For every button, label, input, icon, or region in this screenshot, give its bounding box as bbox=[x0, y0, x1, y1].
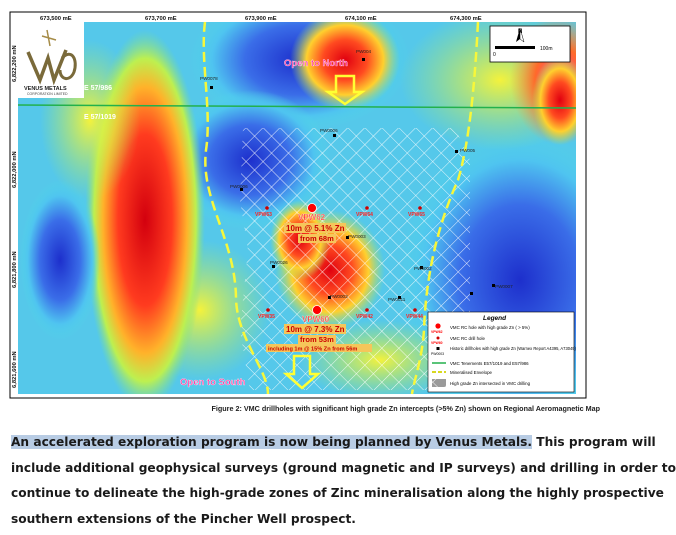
paragraph-line-1: This program will bbox=[532, 435, 656, 449]
legend-title: Legend bbox=[483, 315, 507, 322]
historic-hole-label: PW0006 bbox=[230, 184, 248, 189]
tenement-label-1: E 57/986 bbox=[84, 85, 113, 92]
northing-label: 6,822,000 mN bbox=[12, 151, 18, 188]
historic-hole-label: PW0006 bbox=[320, 128, 338, 133]
intercept-grade: 10m @ 7.3% Zn bbox=[286, 325, 345, 334]
historic-hole-label: PW0078 bbox=[200, 76, 218, 81]
north-arrow-panel bbox=[490, 26, 570, 62]
intercept-label: VPW60 bbox=[302, 315, 330, 324]
easting-label: 673,900 mE bbox=[245, 16, 277, 22]
historic-hole-label: PW0003 bbox=[348, 234, 366, 239]
historic-hole-label: PW0011 bbox=[388, 297, 406, 302]
northing-label: 6,821,800 mN bbox=[12, 251, 18, 288]
scale-start: 0 bbox=[493, 52, 496, 58]
logo-subtext: CORPORATION LIMITED bbox=[27, 92, 68, 96]
easting-label: 674,300 mE bbox=[450, 16, 482, 22]
easting-label: 673,500 mE bbox=[40, 16, 72, 22]
intercept-including: including 1m @ 15% Zn from 56m bbox=[268, 346, 358, 353]
open-to-south-label: Open to South bbox=[180, 377, 246, 388]
legend-item: Historic drillholes with high grade Zn (Warnex Report A4395, A73049) bbox=[450, 346, 576, 351]
vmc-hole-label: VPW35 bbox=[258, 314, 275, 320]
historic-hole-label: PW0007 bbox=[495, 284, 513, 289]
north-label: N bbox=[518, 29, 523, 35]
legend-item: VMC RC drill hole bbox=[450, 336, 485, 341]
intercept-label: VPW62 bbox=[298, 213, 326, 222]
intercept-depth: from 53m bbox=[300, 335, 334, 344]
easting-label: 674,100 mE bbox=[345, 16, 377, 22]
legend-item: High grade Zn intersected in VMC drilling bbox=[450, 381, 531, 386]
legend-sample-historic: PW0003 bbox=[431, 352, 445, 356]
northing-label: 6,822,200 mN bbox=[12, 45, 18, 82]
vmc-hole-label: VPW63 bbox=[255, 212, 272, 218]
vmc-hole-label: VPW65 bbox=[408, 212, 425, 218]
historic-hole-label: PW0002 bbox=[414, 266, 432, 271]
easting-label: 673,700 mE bbox=[145, 16, 177, 22]
paragraph-line-2: include additional geophysical surveys (ground magnetic and IP surveys) and drilling in order to bbox=[11, 460, 676, 475]
intercept-grade: 10m @ 5.1% Zn bbox=[286, 224, 345, 233]
scale-bar bbox=[495, 46, 535, 49]
legend-item: Mineralised Envelope bbox=[450, 370, 492, 375]
company-logo bbox=[18, 22, 84, 98]
tenement-label-2: E 57/1019 bbox=[84, 114, 116, 121]
vmc-hole-label: VPW64 bbox=[356, 212, 373, 218]
paragraph-line-4: southern extensions of the Pincher Well prospect. bbox=[11, 511, 356, 526]
historic-hole-label: PW005 bbox=[460, 148, 476, 153]
legend-item: VMC Tenements E57/1019 and E57/986 bbox=[450, 361, 529, 366]
vmc-hole-label: VPW42 bbox=[356, 314, 373, 320]
legend-sample-hole: VPW60 bbox=[431, 341, 443, 345]
legend-item: VMC RC hole with high grade Zn ( > 5%) bbox=[450, 325, 530, 330]
vmc-hole-label: VPW44 bbox=[406, 314, 423, 320]
open-to-north-label: Open to North bbox=[284, 58, 348, 69]
legend-sample-hole: VPW62 bbox=[431, 330, 443, 334]
body-paragraph bbox=[11, 430, 676, 532]
historic-hole-label: PW004 bbox=[356, 49, 372, 54]
historic-hole-label: PW0003 bbox=[330, 294, 348, 299]
intercept-depth: from 68m bbox=[300, 234, 334, 243]
figure-caption: Figure 2: VMC drillholes with significant high grade Zn intercepts (>5% Zn) shown on Regional Aeromagnetic Map bbox=[211, 404, 600, 413]
legend bbox=[428, 312, 577, 392]
scale-end: 100m bbox=[540, 46, 553, 52]
highlighted-sentence: An accelerated exploration program is now being planned by Venus Metals. bbox=[11, 435, 533, 449]
logo-text: VENUS METALS bbox=[24, 86, 67, 92]
historic-hole-label: PW0026 bbox=[270, 260, 288, 265]
paragraph-line-3: continue to delineate the high-grade zones of Zinc mineralisation along the highly prospective bbox=[11, 486, 664, 500]
northing-label: 6,821,600 mN bbox=[12, 351, 18, 388]
